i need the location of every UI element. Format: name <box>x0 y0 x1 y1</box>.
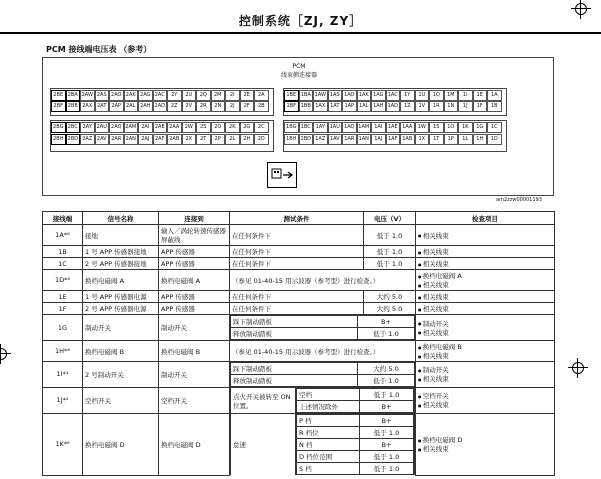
connector-pin: 1AL <box>357 101 372 112</box>
inspection-item: ● 换档电磁阀 A <box>418 271 552 280</box>
cell-terminal: 1I*¹ <box>43 362 83 388</box>
connector-pin: 1AX <box>313 101 328 112</box>
sub-voltage: B+ <box>360 401 414 413</box>
connector-pin: 2BH <box>51 134 66 145</box>
condition-text: 点火开关被转至 ON 位置。 <box>231 388 296 414</box>
connector-pin: 2AC <box>153 90 168 101</box>
connector-pin: 1Q <box>429 90 444 101</box>
connector-pin: 2L <box>225 134 240 145</box>
connector-pin: 1AZ <box>313 134 328 145</box>
connector-pin: 2J <box>225 101 240 112</box>
cell-connected-to: 制动开关 <box>159 362 230 388</box>
crop-mark-left <box>0 344 11 364</box>
connector-pin: 2AN <box>124 134 139 145</box>
connector-pin: 1AJ <box>371 134 386 145</box>
sub-voltage: 低于 1.0 <box>360 451 414 463</box>
connector-pin: 1AE <box>386 122 401 133</box>
header-inspection: 检查项目 <box>416 212 555 225</box>
table-row <box>43 225 555 246</box>
cell-connected-to: 空档开关 <box>159 387 230 413</box>
connector-pin: 1T <box>429 134 444 145</box>
connector-pin: 1AY <box>313 122 328 133</box>
cell-signal: 换档电磁阀 A <box>83 270 159 291</box>
connector-pin: 1C <box>487 122 502 133</box>
connector-pin: 1BB <box>299 101 314 112</box>
connector-pin: 2AH <box>138 101 153 112</box>
pin-row <box>51 122 269 133</box>
connector-pin: 2Z <box>167 101 182 112</box>
connector-pin: 1P <box>444 134 459 145</box>
cell-test-condition: 在任何条件下 <box>230 291 364 303</box>
cell-inspection <box>416 362 555 388</box>
connector-pin: 1G <box>473 122 488 133</box>
inspection-item: ● 换档电磁阀 D <box>418 435 552 444</box>
connector-pin: 1K <box>458 122 473 133</box>
connector-pin: 1U <box>415 90 430 101</box>
connector-pin: 1AA <box>400 122 415 133</box>
sub-condition: N 档 <box>297 439 360 451</box>
connector-pin: 1N <box>444 101 459 112</box>
connector-pin: 1Y <box>400 90 415 101</box>
inspection-item: ● 相关线束 <box>418 259 552 268</box>
sub-condition: R 档位 <box>297 427 360 439</box>
cell-signal: 2 号 APP 传感器接地 <box>83 258 159 270</box>
connector-pin: 1B <box>487 101 502 112</box>
sub-voltage: B+ <box>360 439 414 451</box>
connector-pin: 2W <box>182 122 197 133</box>
sub-voltage: B+ <box>358 316 415 328</box>
cell-signal: 换档电磁阀 B <box>83 341 159 362</box>
connector-pin: 1AO <box>342 90 357 101</box>
cell-signal: 制动开关 <box>83 315 159 341</box>
connector-pin: 2B <box>254 101 269 112</box>
cell-inspection <box>416 270 555 291</box>
connector-pin: 1BG <box>284 122 299 133</box>
connector-pin: 1W <box>415 122 430 133</box>
cell-terminal: 1C <box>43 258 83 270</box>
cell-test-condition: 在任何条件下 <box>230 225 364 246</box>
inspection-item: ● 相关线束 <box>418 328 552 337</box>
inspection-item: ● 相关线束 <box>418 374 552 383</box>
connector-pin: 1AM <box>357 122 372 133</box>
connector-pin: 2X <box>182 134 197 145</box>
cell-test-condition <box>230 362 416 388</box>
inspection-item: ● 制动开关 <box>418 365 552 374</box>
pin-row <box>284 122 502 133</box>
connector-pin: 2BG <box>51 122 66 133</box>
inspection-item: ● 换档电磁阀 B <box>418 342 552 351</box>
connector-pin: 1AQ <box>342 122 357 133</box>
cell-connected-to: 制动开关 <box>159 315 230 341</box>
cell-connected-to: 换档电磁阀 D <box>159 413 230 475</box>
table-row <box>43 341 555 362</box>
page-title: 控制系统［ZJ, ZY］ <box>238 14 363 28</box>
connector-pin: 1X <box>415 134 430 145</box>
connector-pin: 1BD <box>299 134 314 145</box>
connector-pin: 1BE <box>284 90 299 101</box>
connector-pin: 2S <box>196 122 211 133</box>
connector-pin: 2N <box>211 101 226 112</box>
connector-pin: 1AN <box>357 134 372 145</box>
connector-pin: 1O <box>444 122 459 133</box>
connector-pin: 2AO <box>109 90 124 101</box>
header-signal: 信号名称 <box>83 212 159 225</box>
cell-connected-to: APP 传感器 <box>159 303 230 315</box>
connector-pin: 2U <box>182 90 197 101</box>
connector-pin: 1AI <box>371 122 386 133</box>
cell-test-condition: 在任何条件下 <box>230 258 364 270</box>
connector-pin: 2A <box>254 90 269 101</box>
connector-pin: 1M <box>444 90 459 101</box>
cell-inspection <box>416 387 555 413</box>
cell-test-condition: （参见 01-40-15 用示波器（参考型）进行检查。） <box>230 270 416 291</box>
table-row <box>43 413 555 475</box>
sub-condition: S 档 <box>297 463 360 475</box>
cell-signal: 2 号 APP 传感器电源 <box>83 303 159 315</box>
inspection-item: ● 相关线束 <box>418 444 552 453</box>
inspection-item: ● 制动开关 <box>418 319 552 328</box>
connector-pin: 2BC <box>66 122 81 133</box>
table-row <box>43 303 555 315</box>
connector-pin: 1H <box>473 134 488 145</box>
inspection-item: ● 空档开关 <box>418 391 552 400</box>
cell-voltage: 大约 5.0 <box>364 303 416 315</box>
pin-row <box>284 101 502 112</box>
pin-row <box>51 101 269 112</box>
table-row <box>43 291 555 303</box>
inspection-item: ● 相关线束 <box>418 304 552 313</box>
sub-voltage: 低于 1.0 <box>360 427 414 439</box>
sub-voltage: 低于 1.0 <box>358 375 415 387</box>
connector-pin: 1AK <box>357 90 372 101</box>
cell-connected-to: 换档电磁阀 B <box>159 341 230 362</box>
connector-pin: 1S <box>429 122 444 133</box>
connector-pin: 2AT <box>95 101 110 112</box>
inspection-item: ● 相关线束 <box>418 351 552 360</box>
connector-pin: 2AI <box>138 122 153 133</box>
connector-pin: 2Q <box>196 90 211 101</box>
title-divider <box>0 32 601 34</box>
connector-pin: 1F <box>473 101 488 112</box>
table-row <box>43 315 555 341</box>
cell-inspection <box>416 315 555 341</box>
pin-row <box>284 90 502 101</box>
cell-connected-to: APP 传感器 <box>159 291 230 303</box>
cell-voltage: 低于 1.0 <box>364 225 416 246</box>
cell-signal: 接地 <box>83 225 159 246</box>
connector-pin: 2F <box>240 101 255 112</box>
connector-pin: 2AV <box>95 134 110 145</box>
cell-test-condition: （参见 01-40-15 用示波器（参考型）进行检查。） <box>230 341 416 362</box>
header-connected-to: 连接到 <box>159 212 230 225</box>
cell-inspection <box>416 341 555 362</box>
cell-connected-to: 输入／涡轮转速传感器屏蔽线 <box>159 225 230 246</box>
sub-condition: 空档 <box>297 389 360 401</box>
cell-terminal: 1G <box>43 315 83 341</box>
cell-terminal: 1D*⁶ <box>43 270 83 291</box>
cell-connected-to: APP 传感器 <box>159 258 230 270</box>
cell-inspection <box>416 246 555 258</box>
connector-pin: 2BD <box>66 134 81 145</box>
connector-pin: 1AW <box>313 90 328 101</box>
cell-inspection <box>416 413 555 475</box>
connector-pin: 2AM <box>124 122 139 133</box>
cell-voltage: 低于 1.0 <box>364 246 416 258</box>
sub-condition: 释放制动踏板 <box>231 328 358 340</box>
connector-pin: 2V <box>182 101 197 112</box>
connector-pin: 2BF <box>51 101 66 112</box>
connector-pin: 2O <box>211 122 226 133</box>
connector-pin: 1AS <box>328 90 343 101</box>
connector-pin: 2AP <box>109 101 124 112</box>
inspection-item: ● 相关线束 <box>418 231 552 240</box>
connector-pin: 1L <box>458 134 473 145</box>
cell-signal: 空档开关 <box>83 387 159 413</box>
crop-mark-right <box>568 358 588 378</box>
cell-inspection <box>416 225 555 246</box>
connector-pin: 1AV <box>328 134 343 145</box>
connector-pin: 2G <box>240 122 255 133</box>
cell-terminal: 1K*⁶ <box>43 413 83 475</box>
inspection-item: ● 相关线束 <box>418 247 552 256</box>
connector-pin: 2D <box>254 134 269 145</box>
pin-row <box>51 134 269 145</box>
connector-pin: 1I <box>458 90 473 101</box>
connector-pin: 2BE <box>51 90 66 101</box>
pin-row <box>284 134 502 145</box>
connector-pin: 1D <box>487 134 502 145</box>
connector-pin: 2AF <box>153 134 168 145</box>
connector-pin: 2AY <box>80 122 95 133</box>
section-title: PCM 接线端电压表 （参考） <box>46 45 152 54</box>
table-row <box>43 387 555 413</box>
header-test-condition: 测试条件 <box>230 212 364 225</box>
connector-pin: 1AD <box>386 101 401 112</box>
cell-signal: 1 号 APP 传感器接地 <box>83 246 159 258</box>
cell-signal: 换档电磁阀 D <box>83 413 159 475</box>
cell-signal: 2 号制动开关 <box>83 362 159 388</box>
connector-pin: 2BB <box>66 101 81 112</box>
connector-pin: 1AH <box>371 101 386 112</box>
connector-pin: 1AF <box>386 134 401 145</box>
connector-pin: 1AB <box>400 134 415 145</box>
sub-condition: P 档 <box>297 415 360 427</box>
connector-pin: 2AA <box>167 122 182 133</box>
connector-pin: 2AD <box>153 101 168 112</box>
connector-pin: 1AG <box>371 90 386 101</box>
connector-pin: 1AR <box>342 134 357 145</box>
connector-pin: 2R <box>196 101 211 112</box>
connector-pin: 2AR <box>109 134 124 145</box>
sub-voltage: 低于 1.0 <box>360 389 414 401</box>
sub-voltage: B+ <box>360 415 414 427</box>
cell-terminal: 1H*⁶ <box>43 341 83 362</box>
inspection-item: ● 相关线束 <box>418 280 552 289</box>
connector-pin: 2AL <box>124 101 139 112</box>
connector-pin: 2E <box>240 90 255 101</box>
table-header-row <box>43 212 555 225</box>
connector-pin: 2AZ <box>80 134 95 145</box>
connector-pin: 2AW <box>80 90 95 101</box>
pin-row <box>51 90 269 101</box>
connector-pin: 2AG <box>138 90 153 101</box>
header-voltage: 电压（V） <box>364 212 416 225</box>
cell-terminal: 1B <box>43 246 83 258</box>
cell-terminal: 1F <box>43 303 83 315</box>
table-row <box>43 258 555 270</box>
connector-pin: 1V <box>415 101 430 112</box>
connector-pin: 2AB <box>167 134 182 145</box>
table-row <box>43 246 555 258</box>
condition-text: 怠速 <box>231 414 296 476</box>
connector-pin: 2AK <box>124 90 139 101</box>
connector-pin: 2M <box>211 90 226 101</box>
cell-signal: 1 号 APP 传感器电源 <box>83 291 159 303</box>
sub-voltage: 低于 1.0 <box>360 463 414 475</box>
connector-pin: 2AE <box>153 122 168 133</box>
cell-inspection <box>416 303 555 315</box>
connector-pin: 1AP <box>342 101 357 112</box>
connector-pin: 2AJ <box>138 134 153 145</box>
cell-test-condition: 在任何条件下 <box>230 303 364 315</box>
cell-connected-to: 换档电磁阀 A <box>159 270 230 291</box>
connector-pin: 2C <box>254 122 269 133</box>
cell-connected-to: APP 传感器 <box>159 246 230 258</box>
cell-terminal: 1E <box>43 291 83 303</box>
table-row <box>43 362 555 388</box>
connector-pin: 1A <box>487 90 502 101</box>
cell-voltage: 低于 1.0 <box>364 258 416 270</box>
connector-pin: 2Y <box>167 90 182 101</box>
connector-pin: 2P <box>211 134 226 145</box>
connector-pin: 1R <box>429 101 444 112</box>
connector-pin: 1AC <box>386 90 401 101</box>
diagram-label-harness: 线束侧连接器 <box>280 72 317 79</box>
connector-pin: 2AQ <box>109 122 124 133</box>
connector-pin: 1E <box>473 90 488 101</box>
connector-pin: 1AU <box>328 122 343 133</box>
cell-inspection <box>416 291 555 303</box>
connector-pin: 2AX <box>80 101 95 112</box>
terminal-voltage-table <box>42 211 555 476</box>
connector-pin: 2T <box>196 134 211 145</box>
header-terminal: 接线端 <box>43 212 83 225</box>
cell-voltage: 大约 5.0 <box>364 291 416 303</box>
connector-pin: 1J <box>458 101 473 112</box>
cell-test-condition <box>230 387 416 413</box>
connector-pin: 1Z <box>400 101 415 112</box>
table-row <box>43 270 555 291</box>
cell-inspection <box>416 258 555 270</box>
connector-pin: 1BA <box>299 90 314 101</box>
sub-condition: 上述情况除外 <box>297 401 360 413</box>
connector-pin: 2AU <box>95 122 110 133</box>
cell-terminal: 1J*² <box>43 387 83 413</box>
sub-condition: D 档位范围 <box>297 451 360 463</box>
connector-diagram <box>42 57 554 196</box>
diagram-label-pcm: PCM <box>292 63 306 70</box>
connector-pin: 2K <box>225 122 240 133</box>
connector-view-icon <box>267 162 297 188</box>
sub-condition: 释放制动踏板 <box>231 375 358 387</box>
cell-test-condition <box>230 315 416 341</box>
inspection-item: ● 相关线束 <box>418 400 552 409</box>
sub-condition: 踩下制动踏板 <box>231 316 358 328</box>
connector-pin: 1AT <box>328 101 343 112</box>
connector-pin: 1BF <box>284 101 299 112</box>
cell-terminal: 1A*⁶ <box>43 225 83 246</box>
cell-test-condition: 在任何条件下 <box>230 246 364 258</box>
inspection-item: ● 相关线束 <box>418 292 552 301</box>
connector-pin: 1BH <box>284 134 299 145</box>
sub-voltage: 大约 5.0 <box>358 363 415 375</box>
connector-pin: 2AS <box>95 90 110 101</box>
figure-reference-code: am2zzw00001193 <box>496 197 542 203</box>
sub-voltage: 低于 1.0 <box>358 328 415 340</box>
cell-test-condition <box>230 413 416 475</box>
connector-pin: 2H <box>240 134 255 145</box>
connector-pin: 1BC <box>299 122 314 133</box>
connector-pin: 2BA <box>66 90 81 101</box>
sub-condition: 踩下制动踏板 <box>231 363 358 375</box>
connector-pin: 2I <box>225 90 240 101</box>
